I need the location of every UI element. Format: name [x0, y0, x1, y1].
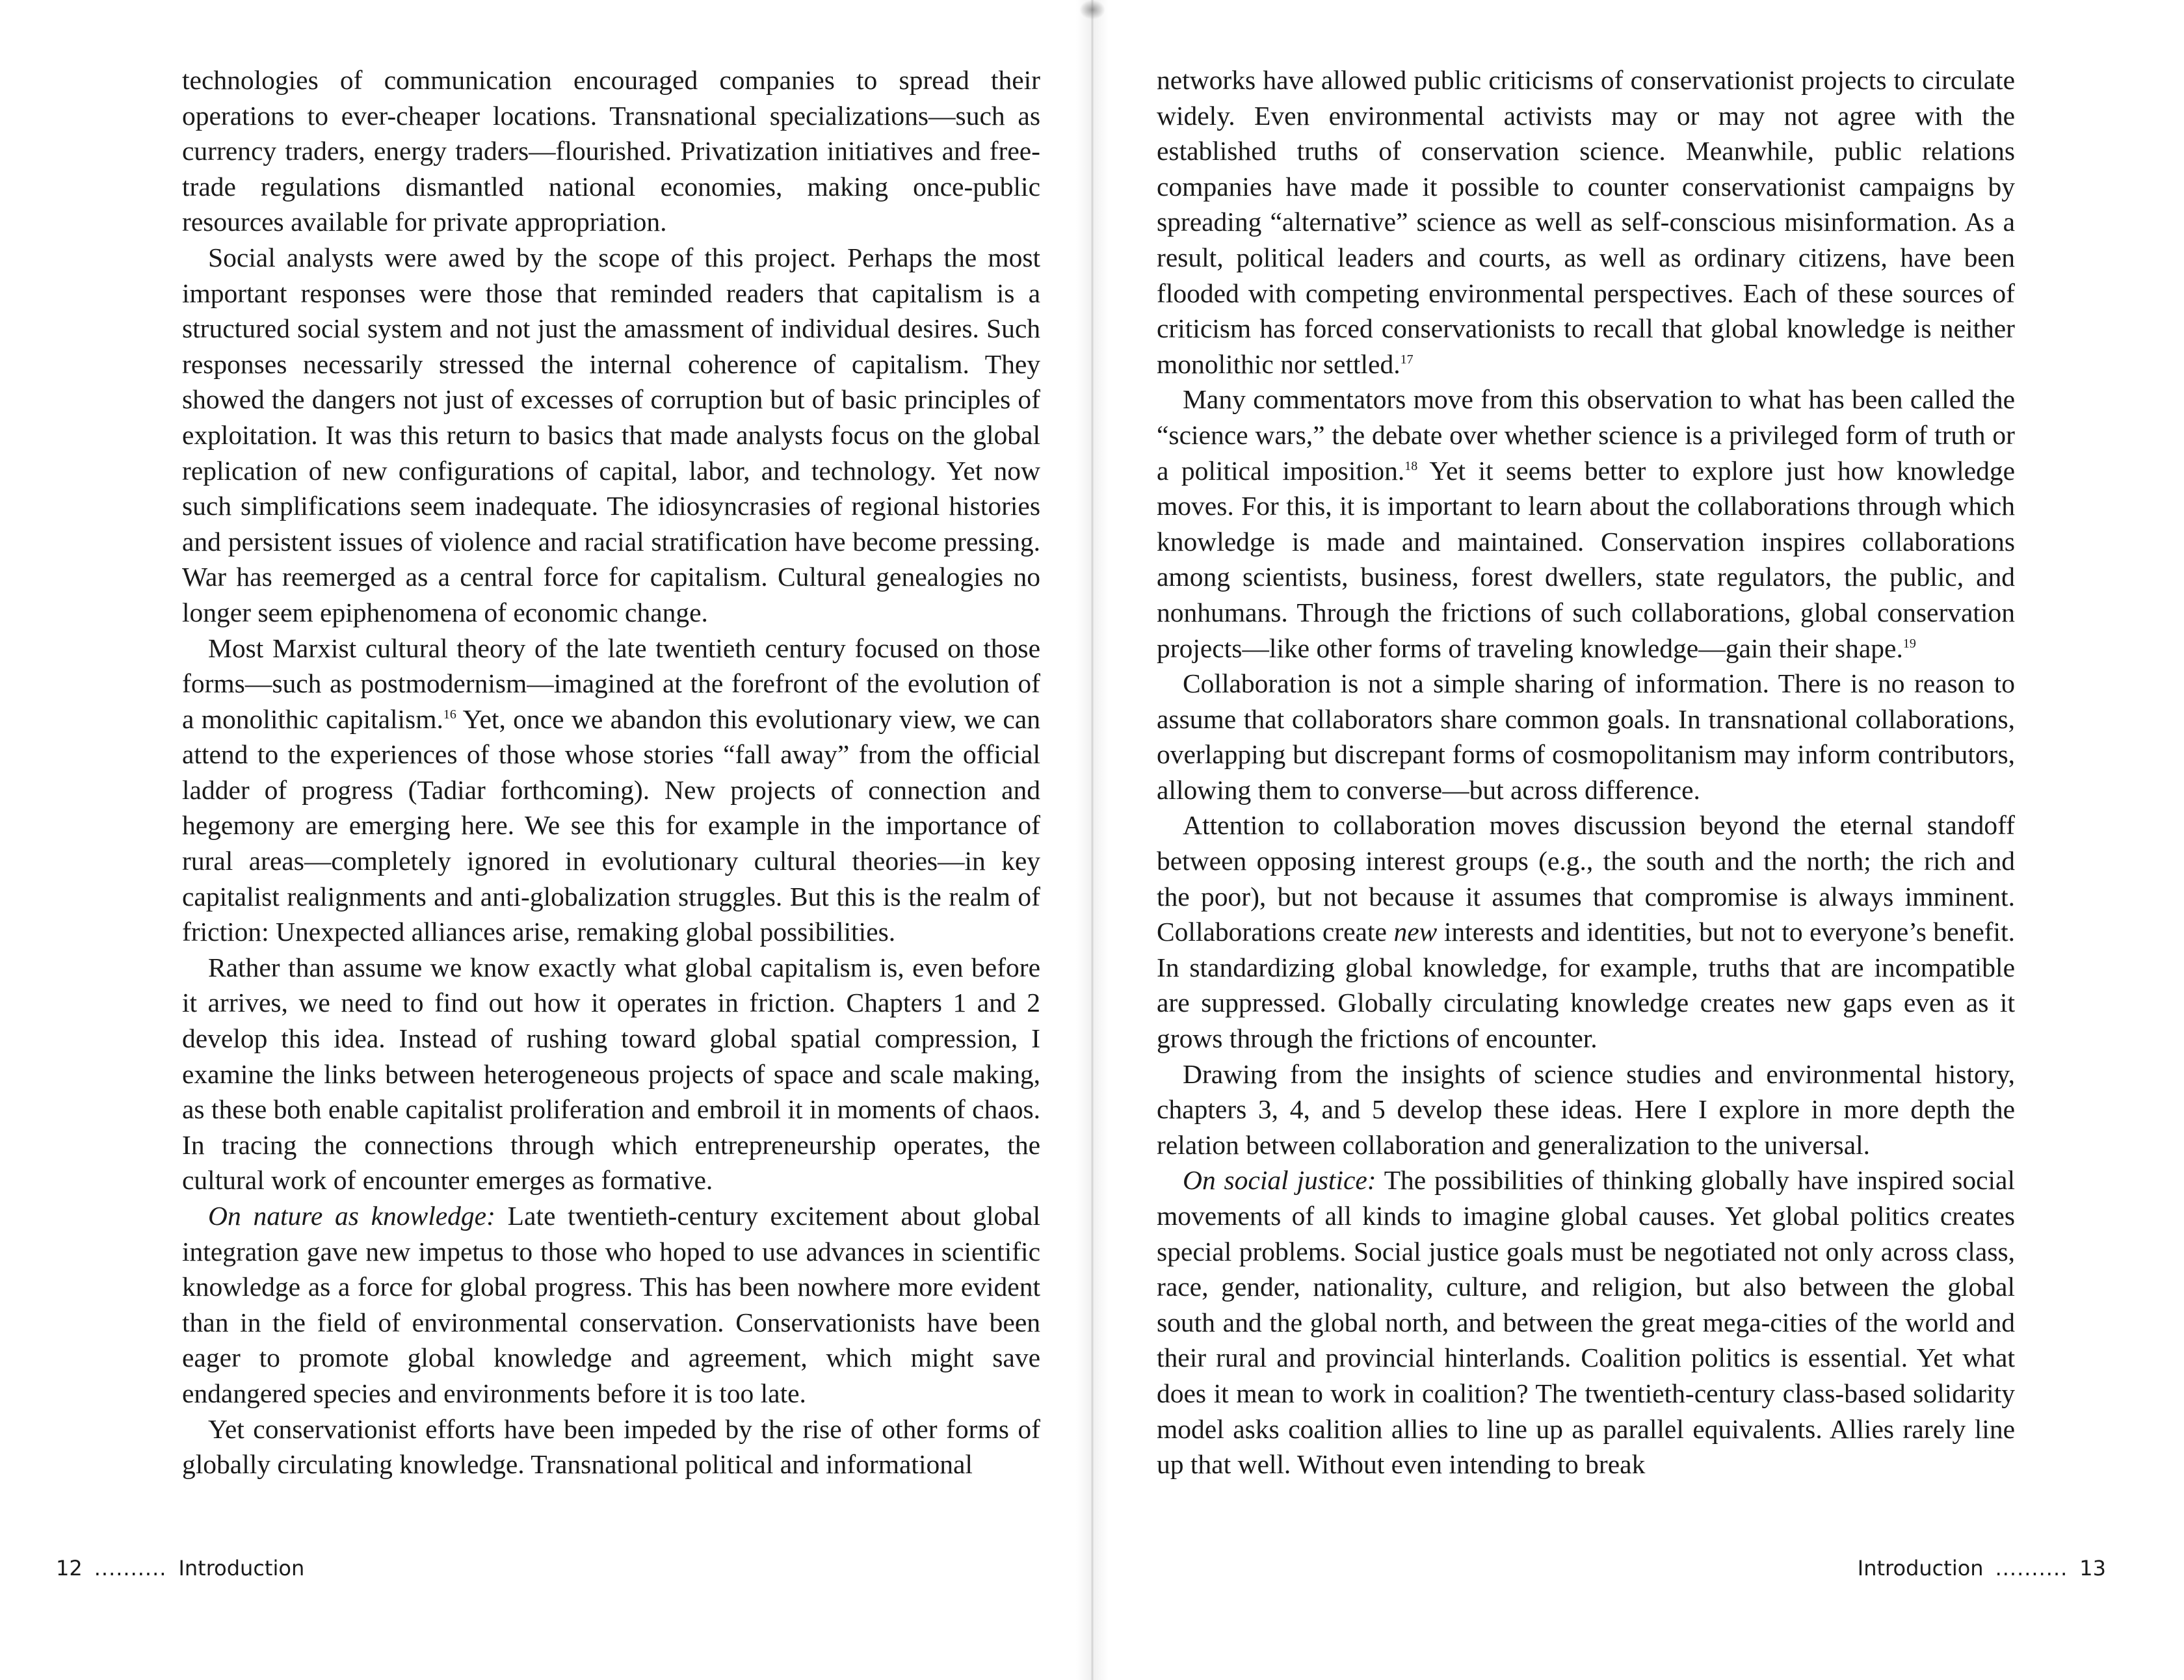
footnote-marker: 19: [1902, 636, 1916, 651]
paragraph: [182, 950, 1040, 1198]
running-title: Introduction: [178, 1556, 305, 1581]
paragraph: [1157, 1057, 2015, 1163]
paragraph-text: Yet, once we abandon this evolutionary view, we can attend to the experiences of those whose stories “fall away” from the official ladder of progress (Tadiar forthcoming). New projects of connection and hegemony are emerging here. We see this for example in the importance of rural areas—completely ignored in evolutionary cultural theories—in key capitalist realignments and anti-globalization struggles. But this is the realm of friction: Unexpected alliances arise, remaking global possibilities.: [182, 703, 1040, 947]
paragraph: [1157, 807, 2015, 1056]
right-page: [1092, 0, 2184, 1680]
section-lead-italic: On social justice:: [1183, 1165, 1376, 1196]
paragraph-text: The possibilities of thinking globally have inspired social movements of all kinds to imagine global causes. Yet global politics creates special problems. Social justice goals must be negotiated not only across class, race, gender, nationality, culture, and religion, but also between the global south and the global north, and between the great mega-cities of the world and their rural and provincial hinterlands. Coalition politics is essential. Yet what does it mean to work in coalition? The twentieth-century class-based solidarity model asks coalition allies to line up as parallel equivalents. Allies rarely line up that well. Without even intending to break: [1157, 1165, 2015, 1480]
paragraph: [1157, 382, 2015, 666]
paragraph-text: Many commentators move from this observation to what has been called the “science wars,” the debate over whether science is a privileged form of truth or a political imposition.: [1157, 384, 2015, 486]
paragraph: [182, 62, 1040, 240]
paragraph-text: technologies of communication encouraged companies to spread their operations to ever-cheaper locations. Transnational specializations—such as currency traders, energy traders—flourished. Privatization initiatives and free-trade regulations dismantled national economies, making once-public resources available for private appropriation.: [182, 65, 1040, 237]
paragraph-text: Drawing from the insights of science studies and environmental history, chapters 3, 4, and 5 develop these ideas. Here I explore in more depth the relation between collaboration and generalization to the universal.: [1157, 1058, 2015, 1160]
paragraph: [182, 240, 1040, 631]
paragraph: [1157, 1162, 2015, 1482]
paragraph: [1157, 62, 2015, 382]
footnote-marker: 16: [443, 707, 456, 722]
paragraph-text: Late twentieth-century excitement about global integration gave new impetus to those who hoped to use advances in scientific knowledge as a force for global progress. This has been nowhere more evident than in the field of environmental conservation. Conservationists have been eager to promote global knowledge and agreement, which might save endangered species and environments before it is too late.: [182, 1201, 1040, 1408]
paragraph: [1157, 666, 2015, 807]
paragraph-text: Yet it seems better to explore just how knowledge moves. For this, it is important to learn about the collaborations through which knowledge is made and maintained. Conservation inspires collaborations among scientists, business, forest dwellers, state regulators, the public, and nonhumans. Through the frictions of such collaborations, global conservation projects—like other forms of traveling knowledge—gain their shape.: [1157, 455, 2015, 663]
right-page-footer: [1858, 1556, 2106, 1581]
footnote-marker: 17: [1400, 352, 1414, 367]
emphasis: new: [1393, 917, 1438, 947]
paragraph: [182, 1411, 1040, 1482]
paragraph-text: Yet conservationist efforts have been impeded by the rise of other forms of globally circulating knowledge. Transnational political and informational: [182, 1413, 1040, 1480]
paragraph: [182, 631, 1040, 950]
paragraph-text: interests and identities, but not to everyone’s benefit. In standardizing global knowledge, for example, truths that are incompatible are suppressed. Globally circulating knowledge creates new gaps even as it grows through the frictions of encounter.: [1157, 917, 2015, 1054]
paragraph-text: Collaboration is not a simple sharing of information. There is no reason to assume that collaborators share common goals. In transnational collaborations, overlapping but discrepant forms of cosmopolitanism may inform contributors, allowing them to converse—but across difference.: [1157, 668, 2015, 805]
paragraph-text: Attention to collaboration moves discussion beyond the eternal standoff between opposing interest groups (e.g., the south and the north; the rich and the poor), but not because it assumes that compromise is always imminent. Collaborations create: [1157, 810, 2015, 947]
page-number: 13: [2079, 1556, 2106, 1581]
footnote-marker: 18: [1404, 458, 1418, 473]
dot-leader: ..........: [94, 1556, 167, 1581]
section-lead-italic: On nature as knowledge:: [208, 1201, 495, 1231]
dot-leader: ..........: [1995, 1556, 2068, 1581]
paragraph-text: Rather than assume we know exactly what global capitalism is, even before it arrives, we need to find out how it operates in friction. Chapters 1 and 2 develop this idea. Instead of rushing toward global spatial compression, I examine the links between heterogeneous projects of space and scale making, as these both enable capitalist proliferation and embroil it in moments of chaos. In tracing the connections through which entrepreneurship operates, the cultural work of encounter emerges as formative.: [182, 952, 1040, 1196]
paragraph: [182, 1198, 1040, 1411]
running-title: Introduction: [1857, 1556, 1984, 1581]
left-page-body: [182, 62, 1040, 1482]
paragraph-text: networks have allowed public criticisms of conservationist projects to circulate widely. Even environmental activists may or may not agree with the established truths of conservation science. Meanwhile, public relations companies have made it possible to counter conservationist campaigns by spreading “alternative” science as well as self-conscious misinformation. As a result, political leaders and courts, as well as ordinary citizens, have been flooded with competing environmental perspectives. Each of these sources of criticism has forced conservationists to recall that global knowledge is neither monolithic nor settled.: [1157, 65, 2015, 379]
left-page-footer: [56, 1556, 304, 1581]
paragraph-text: Most Marxist cultural theory of the late twentieth century focused on those forms—such as postmodernism—imagined at the forefront of the evolution of a monolithic capitalism.: [182, 633, 1040, 734]
right-page-body: [1157, 62, 2015, 1482]
page-number: 12: [56, 1556, 83, 1581]
paragraph-text: Social analysts were awed by the scope of this project. Perhaps the most important responses were those that reminded readers that capitalism is a structured social system and not just the amassment of individual desires. Such responses necessarily stressed the internal coherence of capitalism. They showed the dangers not just of excesses of corruption but of basic principles of exploitation. It was this return to basics that made analysts focus on the global replication of new configurations of capital, labor, and technology. Yet now such simplifications seem inadequate. The idiosyncrasies of regional histories and persistent issues of violence and racial stratification have become pressing. War has reemerged as a central force for capitalism. Cultural genealogies no longer seem epiphenomena of economic change.: [182, 242, 1040, 627]
